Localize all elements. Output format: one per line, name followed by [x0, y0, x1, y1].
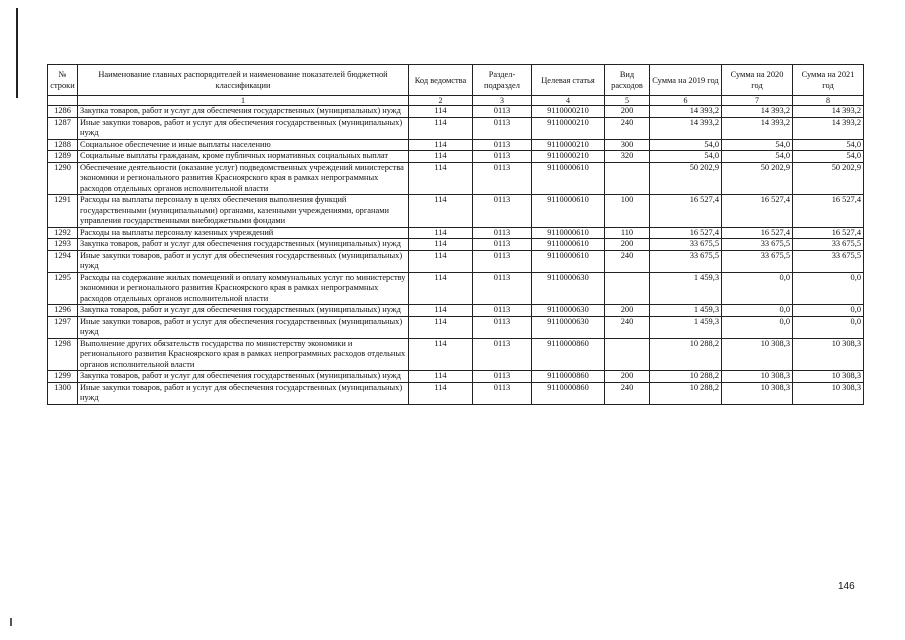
- row-name: Выполнение других обязательств государства по министерству экономики и регионального развития Красноярского края в рамках непрограммных расходов отдельных органов исполнительной власти: [78, 338, 409, 371]
- row-sum-2019: 1 459,3: [650, 272, 722, 305]
- row-section: 0113: [473, 195, 532, 228]
- row-sum-2020: 33 675,5: [722, 239, 793, 251]
- row-department-code: 114: [409, 382, 473, 404]
- row-section: 0113: [473, 250, 532, 272]
- row-sum-2021: 54,0: [793, 139, 864, 151]
- row-section: 0113: [473, 227, 532, 239]
- row-name: Социальные выплаты гражданам, кроме публичных нормативных социальных выплат: [78, 151, 409, 163]
- row-sum-2021: 33 675,5: [793, 250, 864, 272]
- table-row: [48, 195, 864, 228]
- table-row: [48, 382, 864, 404]
- row-sum-2020: 33 675,5: [722, 250, 793, 272]
- row-sum-2019: 14 393,2: [650, 106, 722, 118]
- row-department-code: 114: [409, 371, 473, 383]
- row-expense-type: [605, 338, 650, 371]
- page-number: 146: [838, 581, 855, 592]
- column-number-row: [48, 96, 864, 106]
- row-name: Социальное обеспечение и иные выплаты населению: [78, 139, 409, 151]
- row-expense-type: 200: [605, 239, 650, 251]
- row-target-article: 9110000210: [532, 106, 605, 118]
- row-number: 1295: [48, 272, 78, 305]
- row-sum-2021: 50 202,9: [793, 162, 864, 195]
- row-target-article: 9110000860: [532, 338, 605, 371]
- row-sum-2019: 33 675,5: [650, 250, 722, 272]
- row-sum-2021: 54,0: [793, 151, 864, 163]
- scan-mark: [10, 618, 12, 626]
- row-section: 0113: [473, 371, 532, 383]
- row-sum-2021: 0,0: [793, 316, 864, 338]
- column-number: 6: [650, 96, 722, 106]
- row-sum-2020: 0,0: [722, 305, 793, 317]
- row-target-article: 9110000860: [532, 382, 605, 404]
- row-section: 0113: [473, 305, 532, 317]
- header-row: [48, 65, 864, 96]
- row-department-code: 114: [409, 151, 473, 163]
- row-sum-2019: 50 202,9: [650, 162, 722, 195]
- row-target-article: 9110000210: [532, 151, 605, 163]
- row-expense-type: [605, 272, 650, 305]
- row-name: Расходы на содержание жилых помещений и оплату коммунальных услуг по министерству экономики и регионального развития Красноярского края в рамках непрограммных расходов отдельных органов исполнительной власти: [78, 272, 409, 305]
- row-department-code: 114: [409, 106, 473, 118]
- row-name: Закупка товаров, работ и услуг для обеспечения государственных (муниципальных) нужд: [78, 371, 409, 383]
- row-section: 0113: [473, 338, 532, 371]
- row-sum-2021: 16 527,4: [793, 195, 864, 228]
- row-section: 0113: [473, 239, 532, 251]
- table-row: [48, 162, 864, 195]
- row-section: 0113: [473, 117, 532, 139]
- row-target-article: 9110000860: [532, 371, 605, 383]
- table-row: [48, 239, 864, 251]
- row-name: Иные закупки товаров, работ и услуг для обеспечения государственных (муниципальных) нужд: [78, 382, 409, 404]
- header-sum-2021: Сумма на 2021 год: [793, 65, 864, 96]
- table-row: [48, 117, 864, 139]
- table-row: [48, 139, 864, 151]
- row-name: Закупка товаров, работ и услуг для обеспечения государственных (муниципальных) нужд: [78, 305, 409, 317]
- table-row: [48, 151, 864, 163]
- row-section: 0113: [473, 272, 532, 305]
- table-row: [48, 305, 864, 317]
- row-section: 0113: [473, 162, 532, 195]
- row-sum-2019: 1 459,3: [650, 305, 722, 317]
- row-sum-2021: 16 527,4: [793, 227, 864, 239]
- row-sum-2020: 54,0: [722, 151, 793, 163]
- row-sum-2020: 16 527,4: [722, 227, 793, 239]
- row-section: 0113: [473, 316, 532, 338]
- row-sum-2019: 10 288,2: [650, 371, 722, 383]
- column-number: 7: [722, 96, 793, 106]
- column-number: 2: [409, 96, 473, 106]
- row-section: 0113: [473, 106, 532, 118]
- row-sum-2020: 50 202,9: [722, 162, 793, 195]
- row-sum-2020: 54,0: [722, 139, 793, 151]
- row-number: 1289: [48, 151, 78, 163]
- row-number: 1291: [48, 195, 78, 228]
- table-row: [48, 227, 864, 239]
- row-sum-2020: 10 308,3: [722, 338, 793, 371]
- row-name: Закупка товаров, работ и услуг для обеспечения государственных (муниципальных) нужд: [78, 239, 409, 251]
- row-expense-type: 110: [605, 227, 650, 239]
- column-number-blank: [48, 96, 78, 106]
- row-expense-type: 240: [605, 117, 650, 139]
- row-sum-2019: 10 288,2: [650, 382, 722, 404]
- table-row: [48, 316, 864, 338]
- row-target-article: 9110000210: [532, 117, 605, 139]
- row-section: 0113: [473, 139, 532, 151]
- row-department-code: 114: [409, 316, 473, 338]
- row-sum-2021: 14 393,2: [793, 106, 864, 118]
- row-name: Иные закупки товаров, работ и услуг для обеспечения государственных (муниципальных) нужд: [78, 316, 409, 338]
- row-sum-2021: 0,0: [793, 272, 864, 305]
- row-name: Расходы на выплаты персоналу казенных учреждений: [78, 227, 409, 239]
- row-expense-type: 320: [605, 151, 650, 163]
- table-row: [48, 106, 864, 118]
- row-expense-type: 240: [605, 250, 650, 272]
- header-sum-2020: Сумма на 2020 год: [722, 65, 793, 96]
- row-target-article: 9110000610: [532, 162, 605, 195]
- row-department-code: 114: [409, 139, 473, 151]
- row-number: 1292: [48, 227, 78, 239]
- budget-table: [47, 64, 864, 405]
- row-section: 0113: [473, 151, 532, 163]
- row-expense-type: 300: [605, 139, 650, 151]
- row-sum-2021: 0,0: [793, 305, 864, 317]
- row-sum-2019: 16 527,4: [650, 195, 722, 228]
- row-sum-2021: 14 393,2: [793, 117, 864, 139]
- row-number: 1299: [48, 371, 78, 383]
- column-number: 1: [78, 96, 409, 106]
- table-row: [48, 272, 864, 305]
- row-target-article: 9110000610: [532, 195, 605, 228]
- table-row: [48, 371, 864, 383]
- row-number: 1290: [48, 162, 78, 195]
- row-number: 1286: [48, 106, 78, 118]
- row-sum-2020: 10 308,3: [722, 371, 793, 383]
- row-sum-2020: 0,0: [722, 272, 793, 305]
- row-department-code: 114: [409, 250, 473, 272]
- row-target-article: 9110000210: [532, 139, 605, 151]
- row-number: 1300: [48, 382, 78, 404]
- row-target-article: 9110000610: [532, 250, 605, 272]
- row-department-code: 114: [409, 239, 473, 251]
- row-sum-2020: 10 308,3: [722, 382, 793, 404]
- row-department-code: 114: [409, 338, 473, 371]
- row-number: 1298: [48, 338, 78, 371]
- row-expense-type: 200: [605, 371, 650, 383]
- row-department-code: 114: [409, 117, 473, 139]
- row-sum-2020: 16 527,4: [722, 195, 793, 228]
- row-number: 1287: [48, 117, 78, 139]
- row-name: Обеспечение деятельности (оказание услуг) подведомственных учреждений министерства экономики и регионального развития Красноярского края в рамках непрограммных расходов отдельных органов исполнительной власти: [78, 162, 409, 195]
- row-number: 1293: [48, 239, 78, 251]
- row-number: 1288: [48, 139, 78, 151]
- header-row-number: № строки: [48, 65, 78, 96]
- row-number: 1294: [48, 250, 78, 272]
- row-department-code: 114: [409, 305, 473, 317]
- row-expense-type: 100: [605, 195, 650, 228]
- row-department-code: 114: [409, 227, 473, 239]
- row-sum-2019: 54,0: [650, 151, 722, 163]
- row-sum-2019: 33 675,5: [650, 239, 722, 251]
- row-department-code: 114: [409, 272, 473, 305]
- row-sum-2019: 10 288,2: [650, 338, 722, 371]
- row-name: Иные закупки товаров, работ и услуг для обеспечения государственных (муниципальных) нужд: [78, 250, 409, 272]
- row-number: 1296: [48, 305, 78, 317]
- row-sum-2021: 33 675,5: [793, 239, 864, 251]
- row-target-article: 9110000630: [532, 316, 605, 338]
- row-sum-2019: 1 459,3: [650, 316, 722, 338]
- header-department-code: Код ведомства: [409, 65, 473, 96]
- row-target-article: 9110000610: [532, 239, 605, 251]
- row-expense-type: 200: [605, 305, 650, 317]
- header-target-article: Целевая статья: [532, 65, 605, 96]
- row-sum-2020: 0,0: [722, 316, 793, 338]
- header-sum-2019: Сумма на 2019 год: [650, 65, 722, 96]
- row-sum-2021: 10 308,3: [793, 338, 864, 371]
- row-sum-2020: 14 393,2: [722, 117, 793, 139]
- column-number: 5: [605, 96, 650, 106]
- row-department-code: 114: [409, 162, 473, 195]
- header-expense-type: Вид расходов: [605, 65, 650, 96]
- row-expense-type: 240: [605, 382, 650, 404]
- header-section: Раздел-подраздел: [473, 65, 532, 96]
- table-row: [48, 338, 864, 371]
- row-sum-2019: 14 393,2: [650, 117, 722, 139]
- row-expense-type: [605, 162, 650, 195]
- row-department-code: 114: [409, 195, 473, 228]
- row-target-article: 9110000630: [532, 305, 605, 317]
- row-sum-2019: 54,0: [650, 139, 722, 151]
- column-number: 4: [532, 96, 605, 106]
- column-number: 3: [473, 96, 532, 106]
- row-expense-type: 200: [605, 106, 650, 118]
- column-number: 8: [793, 96, 864, 106]
- row-target-article: 9110000610: [532, 227, 605, 239]
- row-section: 0113: [473, 382, 532, 404]
- row-name: Расходы на выплаты персоналу в целях обеспечения выполнения функций государственными (муниципальными) органами, казенными учреждениями, органами управления государственными внебюджетными фондами: [78, 195, 409, 228]
- row-name: Иные закупки товаров, работ и услуг для обеспечения государственных (муниципальных) нужд: [78, 117, 409, 139]
- row-number: 1297: [48, 316, 78, 338]
- row-sum-2020: 14 393,2: [722, 106, 793, 118]
- row-name: Закупка товаров, работ и услуг для обеспечения государственных (муниципальных) нужд: [78, 106, 409, 118]
- row-sum-2019: 16 527,4: [650, 227, 722, 239]
- header-name: Наименование главных распорядителей и наименование показателей бюджетной классификации: [78, 65, 409, 96]
- row-sum-2021: 10 308,3: [793, 371, 864, 383]
- table-row: [48, 250, 864, 272]
- row-sum-2021: 10 308,3: [793, 382, 864, 404]
- scan-margin-line: [16, 8, 18, 98]
- row-target-article: 9110000630: [532, 272, 605, 305]
- row-expense-type: 240: [605, 316, 650, 338]
